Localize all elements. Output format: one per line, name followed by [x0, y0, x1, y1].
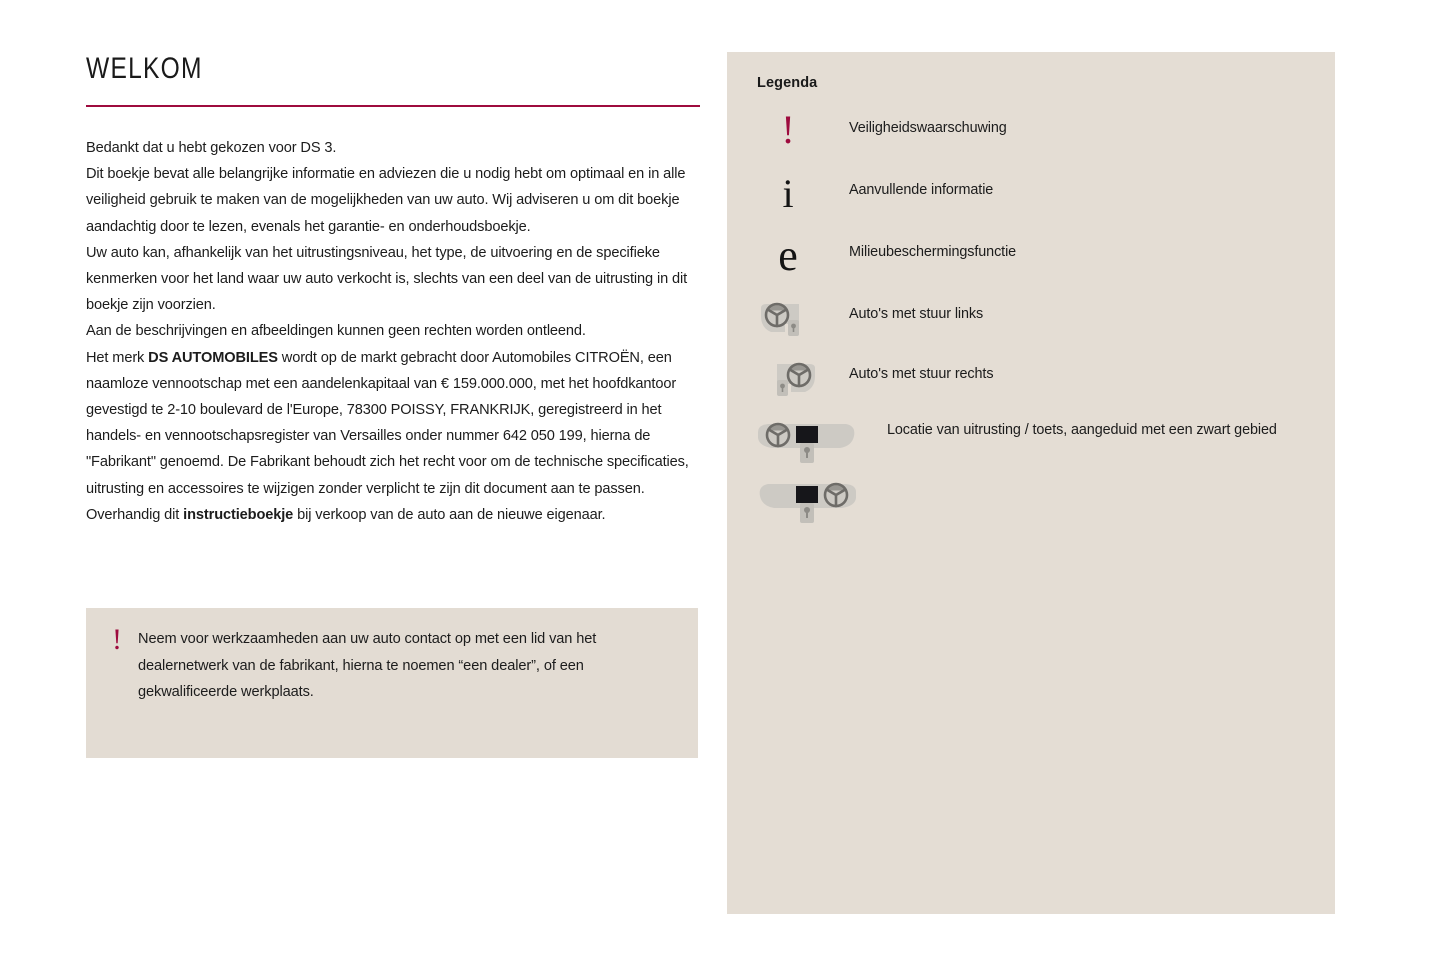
legend-item-right-hand-drive	[727, 356, 1335, 416]
para5-pre: Overhandig dit	[86, 506, 184, 523]
steering-wheel-right-icon	[727, 356, 849, 400]
legend-item-label: Auto's met stuur rechts	[849, 366, 994, 382]
body-line-1: Bedankt dat u hebt gekozen voor DS 3.	[86, 140, 337, 156]
legend-title: Legenda	[757, 75, 818, 91]
legend-panel	[727, 52, 1335, 914]
environment-glyph: e	[778, 231, 798, 280]
information-glyph: i	[782, 171, 794, 216]
para4-pre: Het merk	[86, 349, 149, 366]
dashboard-location-right-icon	[727, 476, 887, 526]
warning-text: Neem voor werkzaamheden aan uw auto contact op met een lid van het dealernetwerk van de fabrikant, hierna te noemen “een dealer”, of een gekwalificeerde werkplaats.	[138, 631, 597, 700]
legend-item-left-hand-drive	[727, 296, 1335, 356]
dashboard-right-svg	[754, 478, 860, 526]
steering-wheel-right-svg	[759, 358, 817, 400]
legend-item-safety-warning	[727, 107, 1335, 172]
legend-list	[727, 107, 1335, 536]
legend-item-label: Aanvullende informatie	[849, 182, 994, 198]
body-paragraph-4	[86, 345, 700, 502]
legend-item-location-marker-right	[727, 476, 1335, 536]
legend-item-label: Locatie van uitrusting / toets, aangeduid met een zwart gebied	[887, 422, 1277, 438]
dashboard-left-svg	[754, 418, 860, 466]
legend-item-environment	[727, 231, 1335, 296]
environment-e-icon	[727, 231, 849, 280]
para4-post: wordt op de markt gebracht door Automobiles CITROËN, een naamloze vennootschap met een aandelenkapitaal van € 159.000.000, met het hoofdkantoor gevestigd te 2-10 boulevard de l'Europe, 78300 POISSY, FRANKRIJK, geregistreerd in het handels- en vennootschapsregister van Versailles onder nummer 642 050 199, hierna de "Fabrikant" genoemd. De Fabrikant behoudt zich het recht voor om de technische specificaties, uitrusting en accessoires te wijzigen zonder verplicht te zijn dit document aan te passen.	[86, 349, 689, 497]
legend-item-label: Milieubeschermingsfunctie	[849, 244, 1017, 260]
brand-name-bold: DS AUTOMOBILES	[148, 349, 278, 366]
body-paragraph-2: Uw auto kan, afhankelijk van het uitrustingsniveau, het type, de uitvoering en de specifieke kenmerken voor het land waar uw auto verkocht is, slechts van een deel van de uitrusting in dit boekje zijn voorzien.	[86, 244, 688, 314]
safety-warning-box	[86, 608, 698, 758]
title-divider	[86, 105, 700, 107]
steering-wheel-left-svg	[759, 298, 817, 340]
body-paragraph-1: Dit boekje bevat alle belangrijke informatie en adviezen die u nodig hebt om optimaal en in alle veiligheid gebruik te maken van de mogelijkheden van uw auto. Wij adviseren u om dit boekje aandachtig door te lezen, evenals het garantie- en onderhoudsboekje.	[86, 166, 686, 235]
body-paragraph-3: Aan de beschrijvingen en afbeeldingen kunnen geen rechten worden ontleend.	[86, 323, 586, 340]
para5-post: bij verkoop van de auto aan de nieuwe eigenaar.	[293, 506, 606, 523]
dashboard-location-left-icon	[727, 416, 887, 466]
steering-wheel-left-icon	[727, 296, 849, 340]
legend-item-label: Veiligheidswaarschuwing	[849, 120, 1007, 136]
exclamation-mark-icon	[727, 107, 849, 152]
body-paragraph-5	[86, 502, 700, 528]
information-i-icon	[727, 172, 849, 214]
legend-item-label: Auto's met stuur links	[849, 306, 984, 322]
welcome-section	[86, 52, 700, 528]
legend-item-additional-information	[727, 172, 1335, 234]
handbook-bold: instructieboekje	[183, 506, 294, 523]
welcome-body	[86, 135, 700, 528]
exclamation-glyph: !	[781, 107, 795, 152]
page-title: WELKOM	[86, 52, 203, 85]
legend-item-location-marker-left	[727, 416, 1335, 476]
exclamation-mark-icon: !	[112, 623, 122, 656]
